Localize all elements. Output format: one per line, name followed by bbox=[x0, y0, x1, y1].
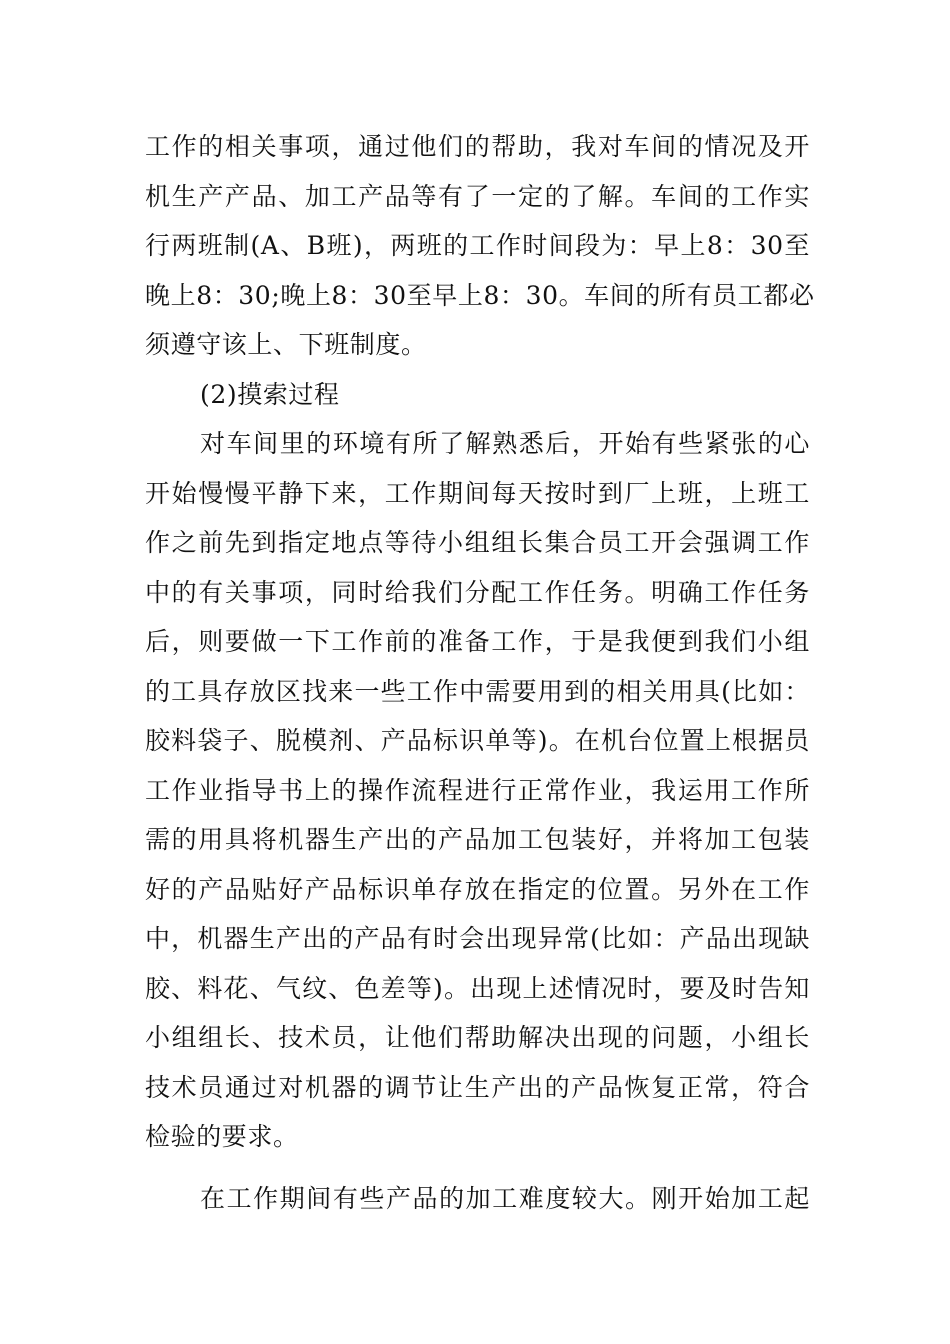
paragraph-line: 技术员通过对机器的调节让生产出的产品恢复正常，符合 bbox=[145, 1072, 810, 1102]
paragraph-line: 须遵守该上、下班制度。 bbox=[145, 330, 427, 359]
paragraph-line: 对车间里的环境有所了解熟悉后，开始有些紧张的心 bbox=[200, 429, 810, 458]
paragraph-line: 工作业指导书上的操作流程进行正常作业，我运用工作所 bbox=[145, 775, 810, 805]
paragraph-line: 开始慢慢平静下来，工作期间每天按时到厂上班，上班工 bbox=[145, 478, 810, 508]
section-heading: (2)摸索过程 bbox=[200, 379, 340, 409]
paragraph-line: 在工作期间有些产品的加工难度较大。刚开始加工起 bbox=[200, 1183, 810, 1213]
paragraph-spacer bbox=[145, 1162, 810, 1174]
paragraph-line: 后，则要做一下工作前的准备工作，于是我便到我们小组 bbox=[145, 627, 810, 656]
paragraph-line: 机生产产品、加工产品等有了一定的了解。车间的工作实 bbox=[145, 181, 810, 211]
paragraph-line: 胶、料花、气纹、色差等)。出现上述情况时，要及时告知 bbox=[145, 973, 810, 1003]
paragraph-line: 晚上8：30;晚上8：30至早上8：30。车间的所有员工都必 bbox=[145, 280, 815, 310]
document-body bbox=[145, 122, 815, 1223]
paragraph-line: 的工具存放区找来一些工作中需要用到的相关用具(比如： bbox=[145, 676, 810, 706]
paragraph-line: 作之前先到指定地点等待小组组长集合员工开会强调工作 bbox=[145, 528, 810, 557]
paragraph-line: 行两班制(A、B班)，两班的工作时间段为：早上8：30至 bbox=[145, 231, 810, 260]
paragraph-line: 中的有关事项，同时给我们分配工作任务。明确工作任务 bbox=[145, 577, 810, 607]
paragraph-line: 中，机器生产出的产品有时会出现异常(比如：产品出现缺 bbox=[145, 924, 810, 953]
paragraph-line: 需的用具将机器生产出的产品加工包装好，并将加工包装 bbox=[145, 825, 810, 854]
paragraph-line: 检验的要求。 bbox=[145, 1122, 299, 1151]
paragraph-line: 小组组长、技术员，让他们帮助解决出现的问题，小组长 bbox=[145, 1023, 810, 1052]
paragraph-line: 工作的相关事项，通过他们的帮助，我对车间的情况及开 bbox=[145, 132, 810, 161]
paragraph-line: 好的产品贴好产品标识单存放在指定的位置。另外在工作 bbox=[145, 874, 810, 904]
paragraph-line: 胶料袋子、脱模剂、产品标识单等)。在机台位置上根据员 bbox=[145, 726, 810, 755]
